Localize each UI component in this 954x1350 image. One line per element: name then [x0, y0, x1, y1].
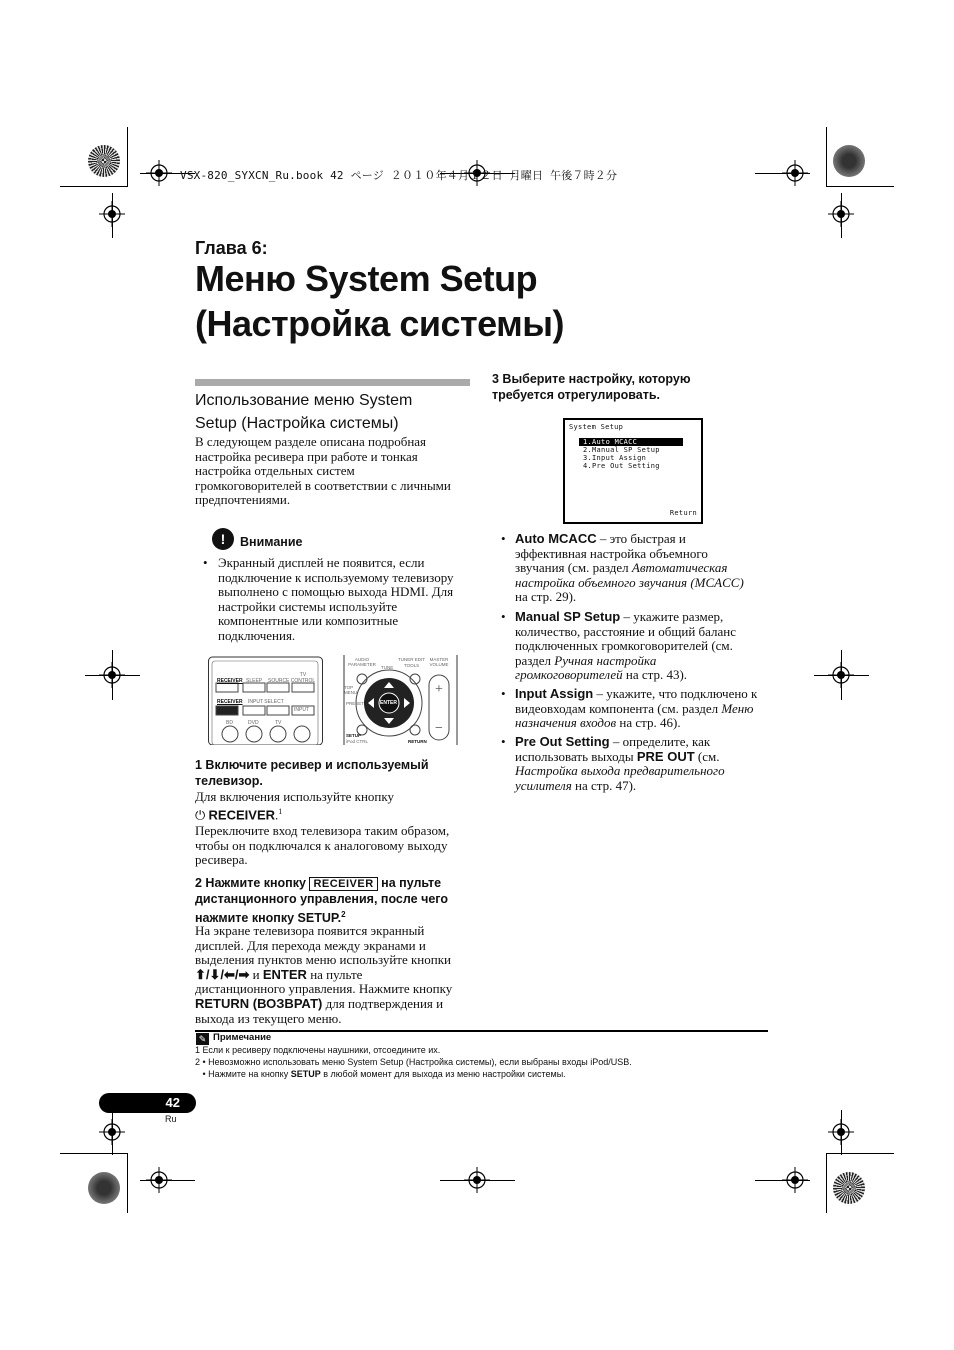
remote-enter-label: ENTER	[380, 700, 397, 706]
power-icon: ⏻	[195, 806, 206, 822]
receiver-key-text: RECEIVER	[208, 806, 276, 822]
calibration-circle-icon	[833, 1172, 865, 1204]
screen-menu-item: 2.Manual SP Setup	[583, 446, 660, 454]
registration-target-icon	[782, 160, 808, 186]
remote-label: DVD	[248, 720, 259, 726]
registration-target-icon	[146, 1167, 172, 1193]
registration-target-icon	[99, 201, 125, 227]
caution-bullet: •	[203, 555, 208, 570]
svg-text:−: −	[435, 721, 443, 736]
footnote: 2 • Невозможно использовать меню System Setup (Настройка системы), если выбраны входы iPod/USB.	[195, 1057, 632, 1067]
svg-text:+: +	[435, 682, 443, 697]
registration-target-icon	[99, 662, 125, 688]
remote-return-label: RETURN	[408, 739, 427, 744]
calibration-circle-icon	[833, 145, 865, 177]
section-heading: Использование меню System Setup (Настройка системы)	[195, 392, 413, 432]
registration-target-icon	[464, 1167, 490, 1193]
title-line: (Настройка системы)	[195, 303, 565, 344]
step2-heading: 2 Нажмите кнопку RECEIVER на пульте дистанционного управления, после чего нажмите кнопку SETUP.$^2$	[195, 876, 448, 926]
receiver-key: RECEIVER	[309, 877, 377, 891]
footnote: 1 Если к ресиверу подключены наушники, отсоедините их.	[195, 1045, 441, 1055]
language-code: Ru	[165, 1114, 177, 1124]
list-item: • Manual SP Setup – укажите размер, количество, расстояние и общий баланс подключенных громкоговорителей (см. раздел Ручная настройка громкоговорителей на стр. 43).	[501, 609, 737, 683]
caution-text: Экранный дисплей не появится, если подключение к используемому телевизору выполнено с помощью выхода HDMI. Для настройки системы используйте компонентные или композитные подключения.	[218, 555, 454, 643]
note-label: Примечание	[213, 1032, 272, 1043]
step1-note: Переключите вход телевизора таким образом, чтобы он подключался к аналоговому выходу ресивера.	[195, 823, 450, 868]
caution-icon: !	[212, 528, 234, 550]
remote-label: TUNER EDIT	[398, 657, 425, 662]
screen-title: System Setup	[569, 423, 624, 431]
caution-label: Внимание	[240, 535, 303, 549]
remote-illustration	[208, 655, 458, 745]
page-title	[195, 256, 564, 346]
screen-menu-item: 1.Auto MCACC	[583, 438, 638, 446]
remote-label: SLEEP	[246, 678, 263, 684]
remote-label: INPUT SELECT	[248, 699, 284, 705]
calibration-circle-icon	[88, 145, 120, 177]
title-line: Меню System Setup	[195, 258, 538, 299]
page-number: 42	[165, 1095, 180, 1110]
registration-target-icon	[99, 1119, 125, 1145]
remote-label: TOOLS	[404, 663, 420, 668]
remote-label: PRESET	[346, 701, 365, 706]
step1-text: Для включения используйте кнопку ⏻ RECEIVER.$^1$	[195, 789, 395, 822]
list-item: • Pre Out Setting – определите, как использовать выходы PRE OUT (см. Настройка выхода предварительного усилителя на стр. 47).	[501, 734, 725, 793]
page-number-tab	[99, 1093, 196, 1113]
print-header: VSX-820_SYXCN_Ru.book 42 ページ ２０１０年４月１２日 月曜日 午後７時２分	[180, 169, 618, 182]
screen-menu-item: 3.Input Assign	[583, 454, 647, 462]
chapter-label: Глава 6:	[195, 238, 268, 258]
registration-target-icon	[828, 1119, 854, 1145]
registration-target-icon	[782, 1167, 808, 1193]
calibration-circle-icon	[88, 1172, 120, 1204]
note-divider	[195, 1030, 768, 1032]
step2-text: На экране телевизора появится экранный дисплей. Для перехода между экранами и выделения пунктов меню используйте кнопки ⬆/⬇/⬅/➡ и ENTER на пульте дистанционного управления. Нажмите кнопку RETURN (ВОЗВРАТ) для подтверждения и выхода из текущего меню.	[195, 923, 453, 1026]
footnote: • Нажмите на кнопку SETUP в любой момент для выхода из меню настройки системы.	[195, 1069, 566, 1079]
list-item: • Input Assign – укажите, что подключено к видеовходам компонента (см. раздел Меню назначения входов на стр. 46).	[501, 686, 758, 731]
section-bar	[195, 379, 470, 386]
remote-label: MASTER VOLUME	[429, 657, 449, 667]
remote-label: AUDIO PARAMETER	[348, 657, 376, 667]
step3-heading: 3 Выберите настройку, которую требуется отрегулировать.	[492, 372, 691, 402]
remote-label: TV CONTROL	[290, 672, 316, 684]
remote-label: iPod CTRL	[346, 739, 369, 744]
tv-screen-display	[563, 418, 703, 524]
screen-return: Return	[669, 509, 697, 517]
intro-paragraph: В следующем разделе описана подробная настройка ресивера при работе и тонкая настройка отдельных систем громкоговорителей в соответствии с личными предпочтениями.	[195, 434, 451, 508]
note-pencil-icon: ✎	[196, 1033, 209, 1045]
remote-label: TUNE	[381, 665, 394, 670]
registration-target-icon	[828, 662, 854, 688]
step1-heading: 1 Включите ресивер и используемый телевизор.	[195, 758, 429, 788]
remote-setup-label: SETUP	[346, 733, 362, 738]
registration-target-icon	[828, 201, 854, 227]
arrow-keys-icon: ⬆/⬇/⬅/➡	[195, 966, 250, 982]
remote-label: INPUT	[294, 707, 309, 713]
remote-label: BD	[226, 720, 233, 726]
registration-target-icon	[146, 160, 172, 186]
list-item: • Auto MCACC – это быстрая и эффективная настройка объемного звучания (см. раздел Автоматическая настройка объемного звучания (MCACC) на стр. 29).	[501, 531, 744, 605]
remote-label: RECEIVER	[217, 699, 243, 705]
remote-label: SOURCE	[268, 678, 290, 684]
remote-label: TOP MENU	[344, 685, 358, 695]
remote-label: TV	[275, 720, 282, 726]
screen-menu-item: 4.Pre Out Setting	[583, 462, 660, 470]
remote-label: RECEIVER	[217, 678, 243, 684]
